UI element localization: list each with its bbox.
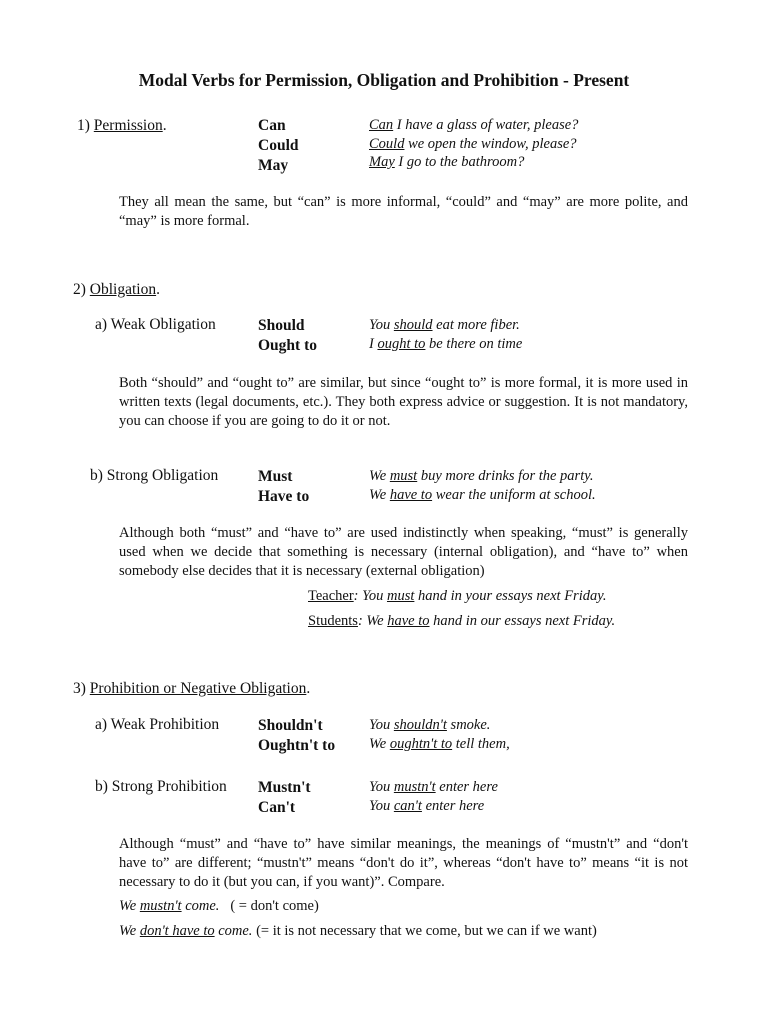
modal-verb: Ought to xyxy=(258,337,317,354)
strong-obligation-note: Although both “must” and “have to” are used indistinctly when speaking, “must” is generally used when we decide that something is necessary (internal obligation), and “have to” when somebody else decides that it is necessary (external obligation) xyxy=(119,525,688,579)
example-sentence: Could we open the window, please? xyxy=(369,135,577,152)
strong-prohibition-label: b) Strong Prohibition xyxy=(95,778,227,795)
example-sentence: You shouldn't smoke. xyxy=(369,717,491,733)
strong-obligation-examples xyxy=(369,467,596,504)
weak-prohibition-modals xyxy=(258,716,335,756)
section-number: 1) xyxy=(77,117,90,134)
modal-verb: Could xyxy=(258,137,299,154)
example-sentence: We must buy more drinks for the party. xyxy=(369,468,594,484)
compare-line-mustnt: We mustn't come. ( = don't come) xyxy=(119,898,319,914)
weak-prohibition-label: a) Weak Prohibition xyxy=(95,716,220,733)
modal-verb: Oughtn't to xyxy=(258,737,336,754)
example-sentence: I ought to be there on time xyxy=(369,335,523,352)
permission-examples xyxy=(369,116,578,172)
modal-verb: Mustn't xyxy=(258,779,311,796)
example-sentence: You mustn't enter here xyxy=(369,779,498,795)
section-permission-heading: 1) Permission. xyxy=(77,117,167,134)
compare-line-dont-have-to: We don't have to come. (= it is not necessary that we come, but we can if we want) xyxy=(119,923,597,939)
weak-prohibition-examples xyxy=(369,716,510,753)
example-sentence: We have to wear the uniform at school. xyxy=(369,486,596,503)
modal-verb: Can't xyxy=(258,799,296,816)
weak-obligation-examples xyxy=(369,316,522,353)
strong-obligation-label: b) Strong Obligation xyxy=(90,467,219,484)
strong-prohibition-examples xyxy=(369,778,498,815)
example-sentence: You can't enter here xyxy=(369,797,485,814)
section-title: Obligation xyxy=(89,281,157,298)
example-sentence: Can I have a glass of water, please? xyxy=(369,117,579,133)
example-sentence: You should eat more fiber. xyxy=(369,317,520,333)
modal-verb: Should xyxy=(258,317,305,334)
strong-prohibition-modals xyxy=(258,778,311,818)
modal-verb: May xyxy=(258,157,289,174)
weak-obligation-modals xyxy=(258,316,317,356)
prohibition-note: Although “must” and “have to” have similar meanings, the meanings of “mustn't” and “don't have to” are different; “mustn't” means “don't do it”, whereas “don't have to” means “it is not necessary to do it (but you can, if you want)”. Compare. xyxy=(119,836,688,890)
permission-modals xyxy=(258,116,299,176)
section-obligation-heading: 2) Obligation. xyxy=(73,281,160,298)
modal-verb: Shouldn't xyxy=(258,717,323,734)
weak-obligation-note: Both “should” and “ought to” are similar, but since “ought to” is more formal, it is more used in written texts (legal documents, etc.). They both express advice or suggestion. It is not mandatory, you can choose if you are going to do it or not. xyxy=(119,375,688,429)
section-title: Prohibition or Negative Obligation xyxy=(89,680,307,697)
dialogue-line-teacher: Teacher: You must hand in your essays next Friday. xyxy=(308,588,607,604)
page-title: Modal Verbs for Permission, Obligation and Prohibition - Present xyxy=(138,70,630,90)
section-title: Permission xyxy=(93,117,163,134)
example-sentence: We oughtn't to tell them, xyxy=(369,735,510,752)
section-number: 3) xyxy=(73,680,86,697)
example-sentence: May I go to the bathroom? xyxy=(369,154,525,170)
strong-obligation-modals xyxy=(258,467,309,507)
weak-obligation-label: a) Weak Obligation xyxy=(95,316,216,333)
modal-verb: Have to xyxy=(258,488,310,505)
section-number: 2) xyxy=(73,281,86,298)
dialogue-line-students: Students: We have to hand in our essays next Friday. xyxy=(308,613,616,629)
section-prohibition-heading: 3) Prohibition or Negative Obligation. xyxy=(73,680,311,697)
modal-verb: Can xyxy=(258,117,286,134)
permission-note: They all mean the same, but “can” is more informal, “could” and “may” are more polite, and “may” is more formal. xyxy=(119,194,688,229)
modal-verb: Must xyxy=(258,468,293,485)
